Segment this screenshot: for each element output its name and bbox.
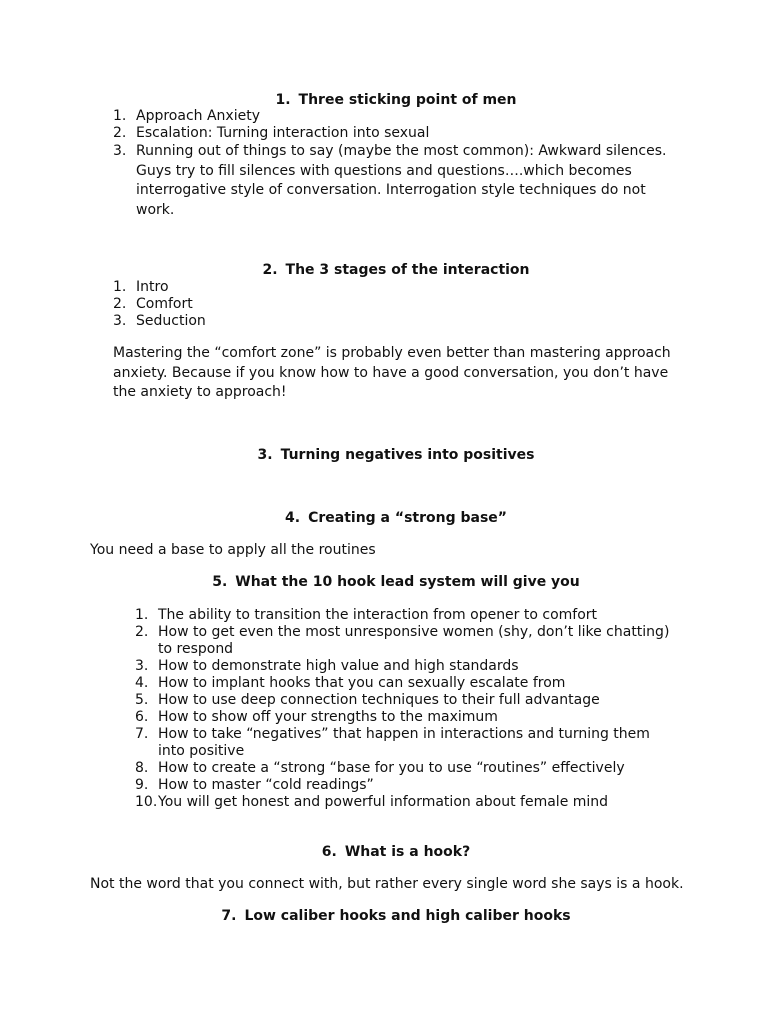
- list-text: Seduction: [136, 313, 206, 329]
- section-number: 3.: [257, 447, 273, 463]
- section-4-heading: [12, 510, 768, 527]
- list-number: 5.: [135, 692, 149, 708]
- list-number: 10.: [135, 794, 158, 810]
- list-item: [113, 279, 676, 296]
- list-item: [135, 726, 678, 760]
- list-number: 6.: [135, 709, 149, 725]
- list-text: You will get honest and powerful information about female mind: [158, 794, 609, 810]
- section-number: 5.: [212, 574, 228, 590]
- section-title: The 3 stages of the interaction: [285, 262, 530, 278]
- list-number: 8.: [135, 760, 149, 776]
- list-text: Approach Anxiety: [136, 108, 260, 124]
- section-2-heading: [12, 262, 768, 279]
- list-text: How to demonstrate high value and high standards: [158, 658, 519, 674]
- list-text: How to show off your strengths to the maximum: [158, 709, 498, 725]
- section-6-heading: [12, 844, 768, 861]
- section-1-heading: [12, 92, 768, 109]
- list-item: [113, 108, 676, 125]
- section-number: 6.: [321, 844, 337, 860]
- list-text: How to use deep connection techniques to their full advantage: [158, 692, 600, 708]
- list-item: [135, 675, 678, 692]
- list-number: 1.: [113, 279, 127, 295]
- list-item: [113, 313, 676, 330]
- section-title: Three sticking point of men: [298, 92, 517, 108]
- section-title: Low caliber hooks and high caliber hooks: [244, 908, 571, 924]
- list-number: 1.: [135, 607, 149, 623]
- list-text: How to implant hooks that you can sexually escalate from: [158, 675, 566, 691]
- section-5-heading: [12, 574, 768, 591]
- list-number: 2.: [113, 125, 127, 141]
- section-2-paragraph: Mastering the “comfort zone” is probably even better than mastering approach anxiety. Because if you know how to have a good conversation, you don’t have the anxiety to approach!: [113, 345, 671, 400]
- list-number: 9.: [135, 777, 149, 793]
- list-number: 1.: [113, 108, 127, 124]
- list-text: How to get even the most unresponsive women (shy, don’t like chatting) to respond: [158, 624, 670, 657]
- section-number: 1.: [275, 92, 291, 108]
- list-item: [135, 692, 678, 709]
- section-number: 2.: [262, 262, 278, 278]
- list-text: Intro: [136, 279, 169, 295]
- list-number: 4.: [135, 675, 149, 691]
- list-text: Comfort: [136, 296, 193, 312]
- section-4-text: You need a base to apply all the routines: [90, 542, 376, 558]
- section-number: 4.: [285, 510, 301, 526]
- section-3-heading: [12, 447, 768, 464]
- section-5-list: [135, 607, 678, 811]
- list-text: How to master “cold readings”: [158, 777, 374, 793]
- list-item: [135, 658, 678, 675]
- list-number: 2.: [135, 624, 149, 640]
- section-1-list: [113, 108, 676, 220]
- list-item: [113, 142, 676, 220]
- list-text: The ability to transition the interaction from opener to comfort: [158, 607, 598, 623]
- list-item: [135, 777, 678, 794]
- list-text: How to take “negatives” that happen in interactions and turning them into positive: [158, 726, 650, 759]
- list-item: [135, 794, 678, 811]
- section-2-list: [113, 279, 676, 330]
- list-item: [135, 624, 678, 658]
- list-text: How to create a “strong “base for you to use “routines” effectively: [158, 760, 625, 776]
- list-text: Escalation: Turning interaction into sexual: [136, 125, 430, 141]
- section-title: What the 10 hook lead system will give you: [235, 574, 580, 590]
- list-item: [135, 607, 678, 624]
- section-title: Creating a “strong base”: [308, 510, 507, 526]
- section-title: What is a hook?: [344, 844, 471, 860]
- list-text: Running out of things to say (maybe the most common): Awkward silences. Guys try to fill silences with questions and questions….which becomes interrogative style of conversation. Interrogation style techniques do not work.: [136, 143, 667, 218]
- list-item: [135, 760, 678, 777]
- list-item: [135, 709, 678, 726]
- list-number: 7.: [135, 726, 149, 742]
- list-item: [113, 296, 676, 313]
- list-number: 2.: [113, 296, 127, 312]
- list-number: 3.: [113, 143, 127, 159]
- list-item: [113, 125, 676, 142]
- section-number: 7.: [221, 908, 237, 924]
- section-7-heading: [12, 908, 768, 925]
- section-title: Turning negatives into positives: [280, 447, 535, 463]
- section-6-text: Not the word that you connect with, but rather every single word she says is a hook.: [90, 876, 684, 892]
- list-number: 3.: [113, 313, 127, 329]
- list-number: 3.: [135, 658, 149, 674]
